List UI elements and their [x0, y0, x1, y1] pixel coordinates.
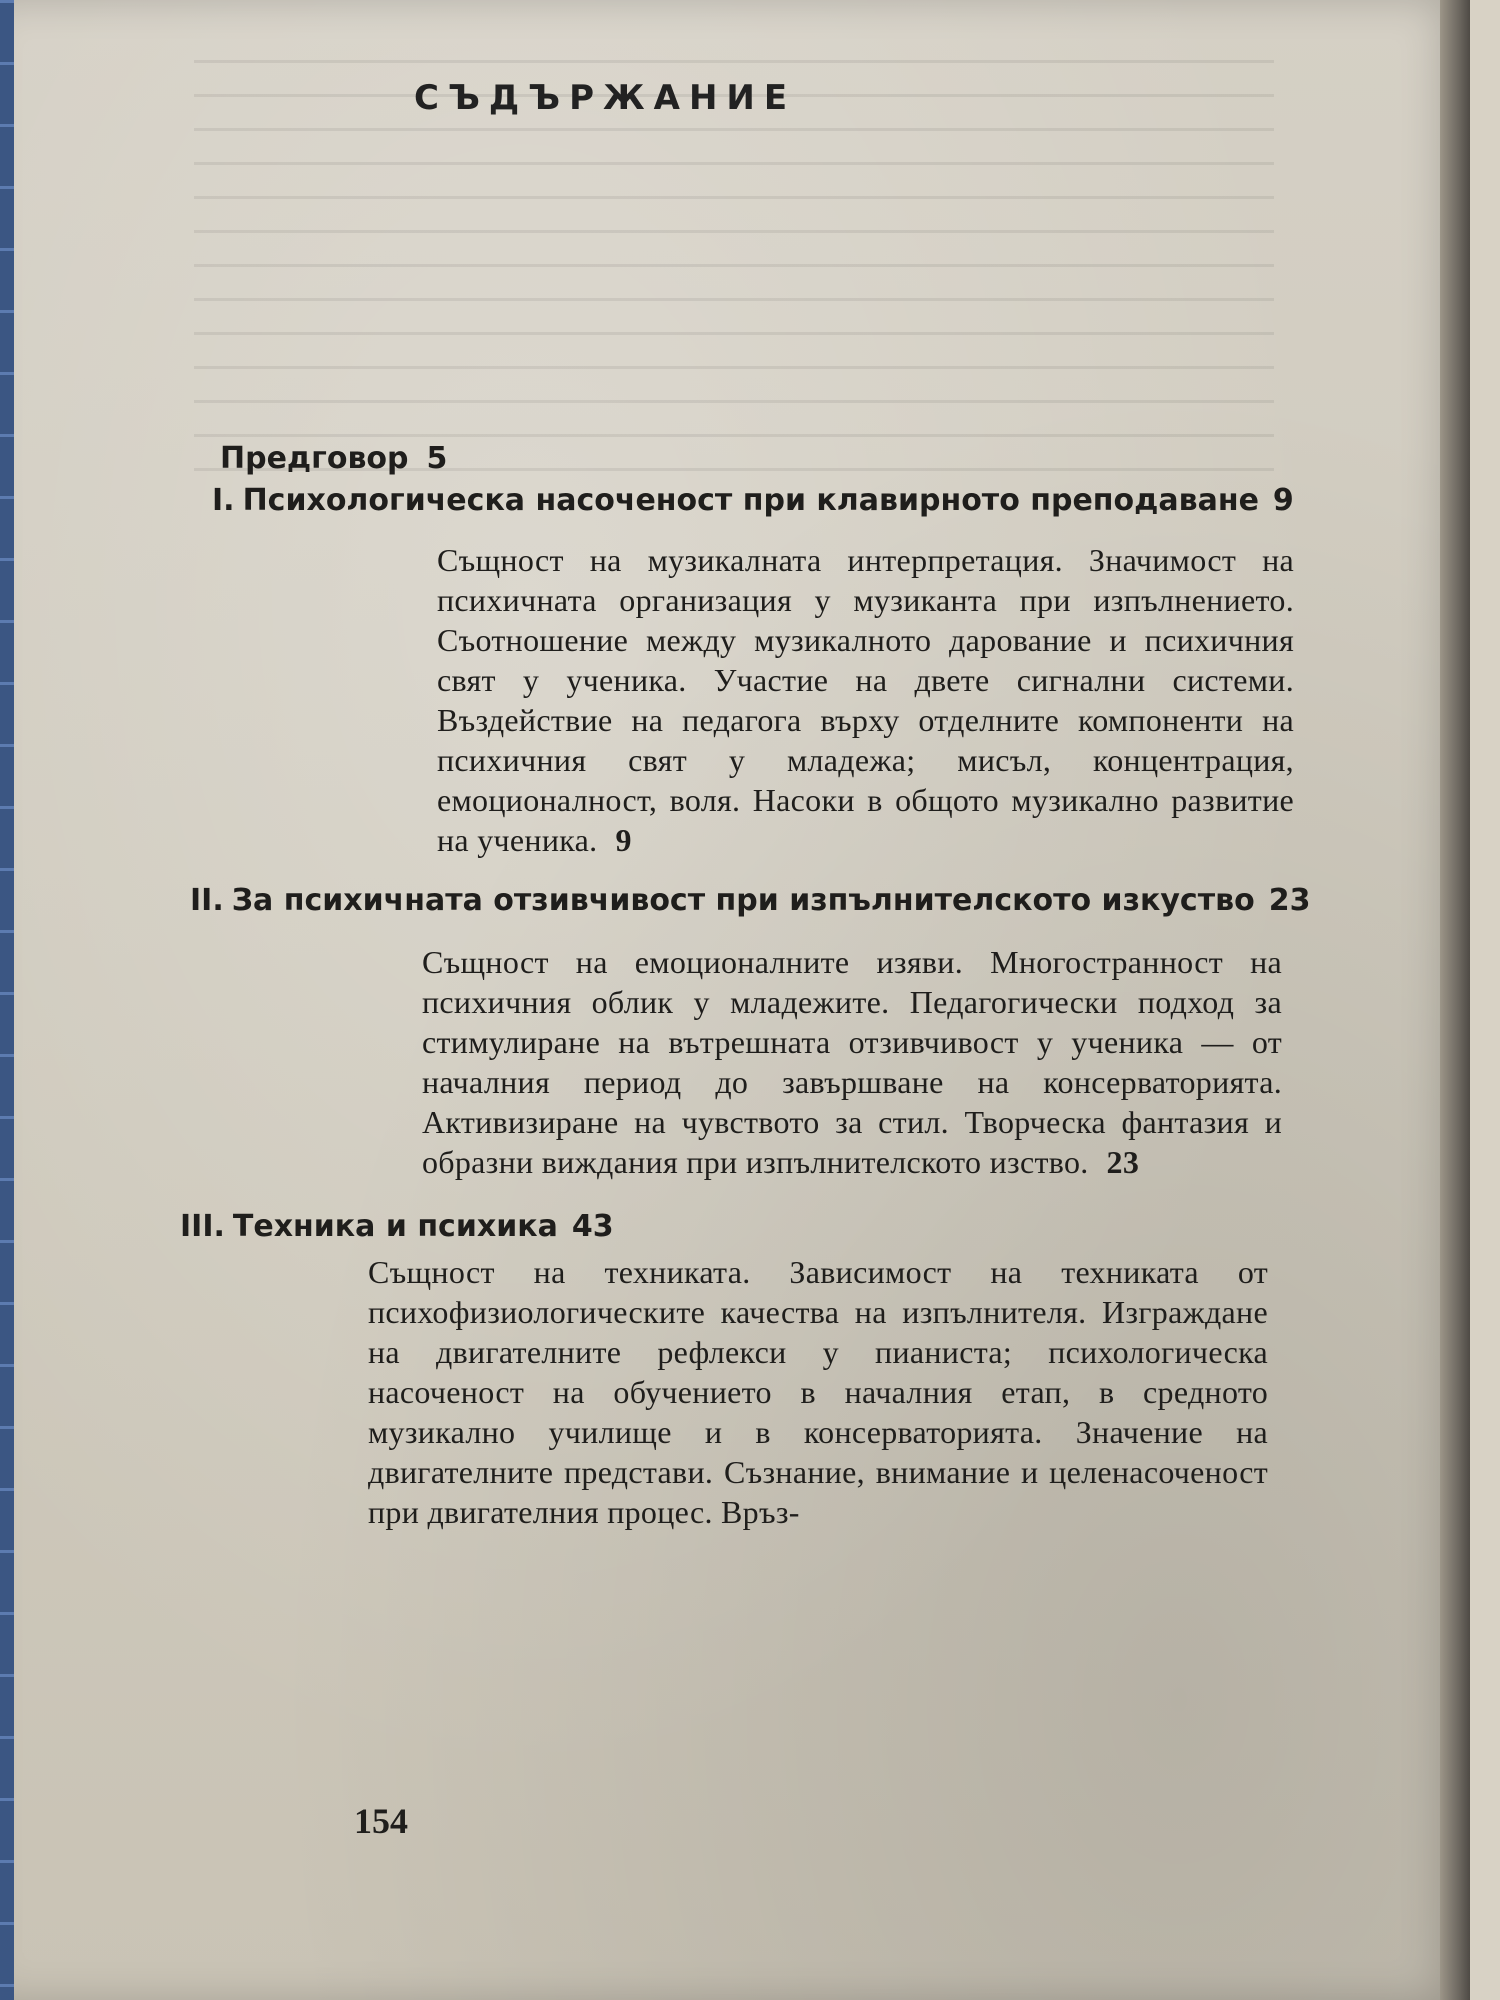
chapter-summary — [368, 1252, 1268, 1532]
chapter-summary — [422, 942, 1282, 1182]
show-through-text — [194, 60, 1274, 480]
preface-page: 5 — [426, 441, 448, 476]
chapter-number: II. — [190, 883, 224, 918]
summary-page: 9 — [615, 822, 632, 858]
chapter-heading — [180, 1208, 880, 1246]
toc-entry-1 — [212, 482, 1294, 860]
page-title: СЪДЪРЖАНИЕ — [414, 78, 797, 118]
chapter-page: 23 — [1268, 883, 1311, 918]
chapter-title: За психичната отзивчивост при изпълнителското изкуство — [231, 883, 1255, 918]
page-edge — [1440, 0, 1470, 2000]
toc-preface — [220, 440, 1294, 478]
chapter-page: 43 — [571, 1209, 614, 1244]
binding-strip — [0, 0, 14, 2000]
summary-text: Същност на техниката. Зависимост на техниката от психофизиологическите качества на изпълнителя. Изграждане на двигателните рефлекси у пианиста; психологическа насоченост на обучението в началния етап, в средното музикално училище и в консерваторията. Значение на двигателните представи. Съзнание, внимание и целенасоченост при двигателния процес. Връз- — [368, 1254, 1268, 1530]
toc-entry-2 — [190, 882, 1311, 1182]
chapter-title: Психологическа насоченост при клавирното преподаване — [242, 483, 1259, 518]
toc-entry-3 — [180, 1208, 1294, 1532]
book-page — [14, 0, 1470, 2000]
chapter-page: 9 — [1272, 483, 1294, 518]
chapter-title: Техника и психика — [232, 1209, 558, 1244]
page-number: 154 — [354, 1801, 408, 1841]
chapter-number: I. — [212, 483, 235, 518]
chapter-number: III. — [180, 1209, 225, 1244]
chapter-heading — [212, 482, 1294, 520]
table-of-contents — [164, 440, 1311, 1532]
summary-page: 23 — [1106, 1144, 1140, 1180]
chapter-heading — [190, 882, 1333, 920]
summary-text: Същност на музикалната интерпретация. Значимост на психичната организация у музиканта при изпълнението. Съотношение между музикалното дарование и психичния свят у ученика. Участие на двете сигнални системи. Въздействие на педагога върху отделните компоненти на психичния свят у младежа; мисъл, концентрация, емоционалност, воля. Насоки в общото музикално развитие на ученика. — [437, 542, 1294, 858]
chapter-summary — [437, 540, 1294, 860]
summary-text: Същност на емоционалните изяви. Многостранност на психичния облик у младежите. Педагогически подход за стимулиране на вътрешната отзивчивост у ученика — от началния период до завършване на консерваторията. Активизиране на чувството за стил. Творческа фантазия и образни виждания при изпълнителското изство. — [422, 944, 1282, 1180]
preface-label: Предговор — [220, 441, 409, 476]
